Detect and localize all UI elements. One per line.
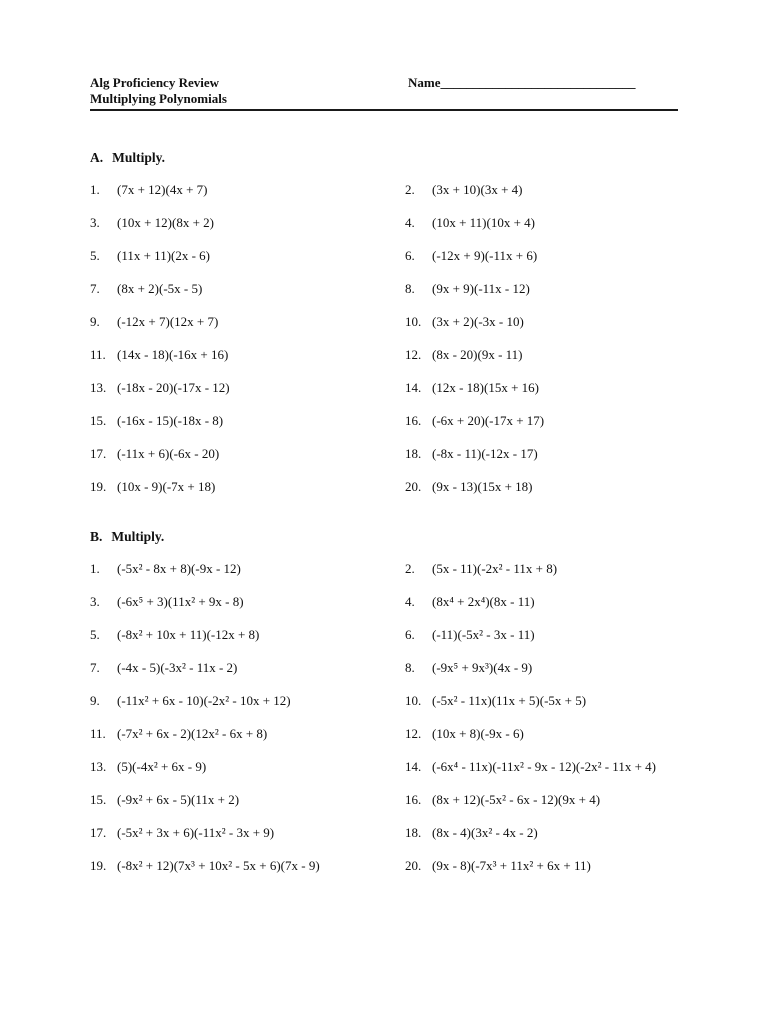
worksheet-header (90, 75, 678, 111)
problem-number: 10. (405, 693, 422, 708)
problem-expression: (-18x - 20)(-17x - 12) (117, 380, 230, 395)
problem-item (405, 659, 678, 676)
problem-item (405, 758, 678, 775)
problem-number: 12. (405, 726, 422, 741)
worksheet-title: Alg Proficiency Review (90, 75, 219, 90)
problem-number: 16. (405, 792, 422, 807)
section-a (90, 149, 678, 495)
problem-item (405, 824, 678, 841)
problem-expression: (8x + 12)(-5x² - 6x - 12)(9x + 4) (432, 792, 601, 807)
problem-item (405, 214, 678, 231)
problem-expression: (-6x⁴ - 11x)(-11x² - 9x - 12)(-2x² - 11x + 4) (432, 759, 656, 774)
problem-item (405, 280, 678, 297)
problem-item (405, 412, 678, 429)
section-a-problems (90, 181, 678, 495)
problem-item (90, 379, 405, 396)
problem-expression: (-12x + 7)(12x + 7) (117, 314, 219, 329)
problem-item (405, 593, 678, 610)
problem-expression: (3x + 10)(3x + 4) (432, 182, 523, 197)
problem-item (405, 445, 678, 462)
problem-expression: (-5x² + 3x + 6)(-11x² - 3x + 9) (117, 825, 275, 840)
problem-number: 19. (90, 858, 107, 873)
problem-number: 15. (90, 792, 107, 807)
section-b-letter: B. (90, 529, 103, 544)
problem-item (90, 280, 405, 297)
problem-number: 18. (405, 825, 422, 840)
problem-number: 17. (90, 825, 107, 840)
problem-number: 2. (405, 561, 415, 576)
name-blank-line: ______________________________ (440, 75, 636, 90)
problem-number: 8. (405, 281, 415, 296)
problem-item (90, 478, 405, 495)
problem-item (405, 181, 678, 198)
problem-expression: (-5x² - 8x + 8)(-9x - 12) (117, 561, 241, 576)
problem-expression: (9x - 13)(15x + 18) (432, 479, 533, 494)
problem-expression: (-11x² + 6x - 10)(-2x² - 10x + 12) (117, 693, 291, 708)
problem-item (90, 725, 405, 742)
problem-number: 1. (90, 182, 100, 197)
worksheet-subtitle: Multiplying Polynomials (90, 91, 227, 106)
problem-item (90, 593, 405, 610)
problem-expression: (-8x² + 10x + 11)(-12x + 8) (117, 627, 260, 642)
problem-expression: (-7x² + 6x - 2)(12x² - 6x + 8) (117, 726, 268, 741)
problem-expression: (14x - 18)(-16x + 16) (117, 347, 229, 362)
problem-item (405, 692, 678, 709)
problem-item (405, 560, 678, 577)
problem-number: 19. (90, 479, 107, 494)
problem-number: 20. (405, 479, 422, 494)
problem-expression: (8x + 2)(-5x - 5) (117, 281, 203, 296)
problem-expression: (-9x² + 6x - 5)(11x + 2) (117, 792, 240, 807)
problem-number: 3. (90, 594, 100, 609)
problem-number: 6. (405, 627, 415, 642)
problem-item (405, 626, 678, 643)
problem-number: 13. (90, 759, 107, 774)
problem-number: 10. (405, 314, 422, 329)
problem-number: 20. (405, 858, 422, 873)
problem-item (90, 412, 405, 429)
problem-number: 1. (90, 561, 100, 576)
problem-expression: (10x - 9)(-7x + 18) (117, 479, 216, 494)
problem-item (90, 214, 405, 231)
problem-number: 2. (405, 182, 415, 197)
problem-expression: (8x - 20)(9x - 11) (432, 347, 523, 362)
problem-expression: (-6x⁵ + 3)(11x² + 9x - 8) (117, 594, 244, 609)
problem-number: 7. (90, 660, 100, 675)
problem-expression: (-8x - 11)(-12x - 17) (432, 446, 538, 461)
problem-number: 9. (90, 314, 100, 329)
problem-number: 15. (90, 413, 107, 428)
problem-expression: (10x + 8)(-9x - 6) (432, 726, 524, 741)
section-b-problems (90, 560, 678, 874)
problem-item (90, 313, 405, 330)
problem-expression: (-9x⁵ + 9x³)(4x - 9) (432, 660, 533, 675)
problem-number: 12. (405, 347, 422, 362)
problem-expression: (10x + 11)(10x + 4) (432, 215, 535, 230)
problem-item (405, 857, 678, 874)
problem-expression: (-11x + 6)(-6x - 20) (117, 446, 220, 461)
problem-number: 14. (405, 759, 422, 774)
section-b-heading (90, 528, 678, 545)
problem-number: 13. (90, 380, 107, 395)
problem-expression: (5x - 11)(-2x² - 11x + 8) (432, 561, 558, 576)
problem-item (405, 478, 678, 495)
problem-number: 4. (405, 594, 415, 609)
problem-item (405, 313, 678, 330)
problem-expression: (-11)(-5x² - 3x - 11) (432, 627, 535, 642)
problem-expression: (-16x - 15)(-18x - 8) (117, 413, 224, 428)
problem-expression: (-5x² - 11x)(11x + 5)(-5x + 5) (432, 693, 587, 708)
problem-expression: (-12x + 9)(-11x + 6) (432, 248, 538, 263)
problem-number: 7. (90, 281, 100, 296)
section-b-instruction: Multiply. (111, 529, 165, 544)
name-field (408, 75, 636, 91)
problem-expression: (5)(-4x² + 6x - 9) (117, 759, 207, 774)
problem-expression: (11x + 11)(2x - 6) (117, 248, 211, 263)
problem-number: 17. (90, 446, 107, 461)
problem-item (90, 692, 405, 709)
problem-item (90, 791, 405, 808)
problem-number: 3. (90, 215, 100, 230)
problem-item (90, 857, 405, 874)
problem-item (90, 659, 405, 676)
problem-item (90, 626, 405, 643)
problem-item (405, 346, 678, 363)
section-a-instruction: Multiply. (112, 150, 166, 165)
problem-item (90, 247, 405, 264)
problem-item (90, 758, 405, 775)
problem-expression: (7x + 12)(4x + 7) (117, 182, 208, 197)
problem-number: 14. (405, 380, 422, 395)
problem-expression: (9x + 9)(-11x - 12) (432, 281, 530, 296)
problem-expression: (-8x² + 12)(7x³ + 10x² - 5x + 6)(7x - 9) (117, 858, 320, 873)
problem-expression: (-4x - 5)(-3x² - 11x - 2) (117, 660, 238, 675)
problem-number: 11. (90, 726, 106, 741)
problem-expression: (3x + 2)(-3x - 10) (432, 314, 524, 329)
problem-expression: (8x - 4)(3x² - 4x - 2) (432, 825, 538, 840)
problem-number: 9. (90, 693, 100, 708)
problem-number: 18. (405, 446, 422, 461)
problem-number: 4. (405, 215, 415, 230)
problem-item (90, 346, 405, 363)
problem-item (405, 725, 678, 742)
problem-item (405, 247, 678, 264)
section-b (90, 528, 678, 874)
problem-number: 16. (405, 413, 422, 428)
section-a-letter: A. (90, 150, 104, 165)
section-a-heading (90, 149, 678, 166)
problem-item (90, 560, 405, 577)
problem-item (90, 824, 405, 841)
problem-expression: (9x - 8)(-7x³ + 11x² + 6x + 11) (432, 858, 591, 873)
problem-number: 11. (90, 347, 106, 362)
problem-item (90, 445, 405, 462)
problem-expression: (8x⁴ + 2x⁴)(8x - 11) (432, 594, 535, 609)
problem-item (90, 181, 405, 198)
problem-expression: (12x - 18)(15x + 16) (432, 380, 539, 395)
problem-number: 5. (90, 248, 100, 263)
problem-expression: (-6x + 20)(-17x + 17) (432, 413, 545, 428)
problem-number: 5. (90, 627, 100, 642)
name-label: Name (408, 75, 441, 90)
problem-item (405, 791, 678, 808)
problem-expression: (10x + 12)(8x + 2) (117, 215, 214, 230)
problem-number: 8. (405, 660, 415, 675)
problem-number: 6. (405, 248, 415, 263)
problem-item (405, 379, 678, 396)
